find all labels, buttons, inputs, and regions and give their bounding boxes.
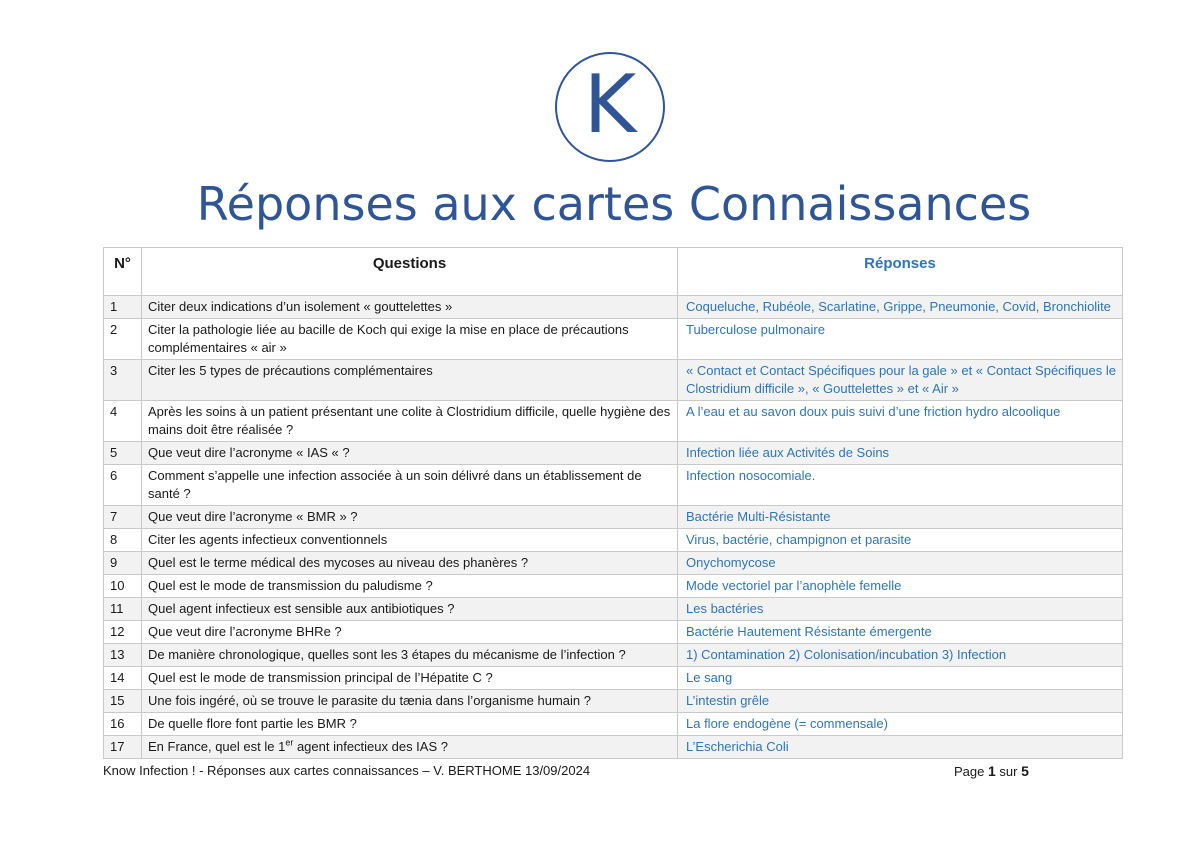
row-answer: L’intestin grêle — [678, 690, 1123, 713]
row-number: 10 — [104, 575, 142, 598]
row-number: 3 — [104, 360, 142, 401]
row-answer: Mode vectoriel par l’anophèle femelle — [678, 575, 1123, 598]
logo-k — [555, 52, 665, 162]
table-row — [104, 667, 1123, 690]
header-answers: Réponses — [678, 248, 1123, 296]
answers-table — [103, 247, 1123, 759]
question-text-end: agent infectieux des IAS ? — [293, 739, 448, 754]
row-question — [142, 736, 678, 759]
table-row — [104, 296, 1123, 319]
table-row — [104, 552, 1123, 575]
row-question: Quel est le mode de transmission du paludisme ? — [142, 575, 678, 598]
page-separator: sur — [999, 764, 1018, 779]
row-question: Quel agent infectieux est sensible aux antibiotiques ? — [142, 598, 678, 621]
row-number: 13 — [104, 644, 142, 667]
table-row — [104, 713, 1123, 736]
table-row — [104, 319, 1123, 360]
ordinal-superscript: er — [285, 737, 294, 748]
row-answer: La flore endogène (= commensale) — [678, 713, 1123, 736]
row-number: 11 — [104, 598, 142, 621]
row-answer: « Contact et Contact Spécifiques pour la gale » et « Contact Spécifiques le Clostridium difficile », « Gouttelettes » et « Air » — [678, 360, 1123, 401]
row-answer: Onychomycose — [678, 552, 1123, 575]
row-question: Citer les agents infectieux conventionnels — [142, 529, 678, 552]
row-question: Comment s’appelle une infection associée à un soin délivré dans un établissement de santé ? — [142, 465, 678, 506]
row-number: 6 — [104, 465, 142, 506]
row-question: Que veut dire l’acronyme « BMR » ? — [142, 506, 678, 529]
header-number: N° — [104, 248, 142, 296]
row-answer: A l’eau et au savon doux puis suivi d’une friction hydro alcoolique — [678, 401, 1123, 442]
page-total: 5 — [1021, 763, 1029, 779]
row-question: Quel est le terme médical des mycoses au niveau des phanères ? — [142, 552, 678, 575]
table-row — [104, 529, 1123, 552]
row-question: Citer les 5 types de précautions complémentaires — [142, 360, 678, 401]
row-question: Citer la pathologie liée au bacille de Koch qui exige la mise en place de précautions complémentaires « air » — [142, 319, 678, 360]
page-word: Page — [954, 764, 985, 779]
table-row — [104, 644, 1123, 667]
page-title: Réponses aux cartes Connaissances — [196, 177, 1032, 231]
row-number: 12 — [104, 621, 142, 644]
table-row — [104, 736, 1123, 759]
row-question: De manière chronologique, quelles sont les 3 étapes du mécanisme de l’infection ? — [142, 644, 678, 667]
row-question: Une fois ingéré, où se trouve le parasite du tænia dans l’organisme humain ? — [142, 690, 678, 713]
table-row — [104, 690, 1123, 713]
row-answer: Bactérie Multi-Résistante — [678, 506, 1123, 529]
row-question: Que veut dire l’acronyme « IAS « ? — [142, 442, 678, 465]
footer-page-number — [954, 763, 1029, 779]
row-number: 15 — [104, 690, 142, 713]
row-answer: Infection liée aux Activités de Soins — [678, 442, 1123, 465]
row-number: 1 — [104, 296, 142, 319]
table-row — [104, 598, 1123, 621]
row-number: 5 — [104, 442, 142, 465]
row-answer: 1) Contamination 2) Colonisation/incubation 3) Infection — [678, 644, 1123, 667]
logo-letter: K — [583, 58, 637, 151]
row-answer: Le sang — [678, 667, 1123, 690]
row-question: Après les soins à un patient présentant une colite à Clostridium difficile, quelle hygiène des mains doit être réalisée ? — [142, 401, 678, 442]
row-answer: Coqueluche, Rubéole, Scarlatine, Grippe, Pneumonie, Covid, Bronchiolite — [678, 296, 1123, 319]
row-number: 4 — [104, 401, 142, 442]
table-row — [104, 575, 1123, 598]
row-question: Que veut dire l’acronyme BHRe ? — [142, 621, 678, 644]
row-number: 16 — [104, 713, 142, 736]
table-header-row — [104, 248, 1123, 296]
question-text-start: En France, quel est le 1 — [148, 739, 286, 754]
row-answer: Bactérie Hautement Résistante émergente — [678, 621, 1123, 644]
row-number: 17 — [104, 736, 142, 759]
table-row — [104, 360, 1123, 401]
row-answer: Tuberculose pulmonaire — [678, 319, 1123, 360]
row-number: 9 — [104, 552, 142, 575]
page-current: 1 — [988, 763, 996, 779]
table-row — [104, 401, 1123, 442]
row-answer: Les bactéries — [678, 598, 1123, 621]
row-answer: Virus, bactérie, champignon et parasite — [678, 529, 1123, 552]
header-questions: Questions — [142, 248, 678, 296]
table-row — [104, 506, 1123, 529]
row-number: 14 — [104, 667, 142, 690]
row-question: Quel est le mode de transmission principal de l’Hépatite C ? — [142, 667, 678, 690]
table-row — [104, 465, 1123, 506]
row-question: De quelle flore font partie les BMR ? — [142, 713, 678, 736]
row-answer: L’Escherichia Coli — [678, 736, 1123, 759]
row-question: Citer deux indications d’un isolement « gouttelettes » — [142, 296, 678, 319]
footer-document-info: Know Infection ! - Réponses aux cartes connaissances – V. BERTHOME 13/09/2024 — [103, 763, 591, 778]
row-number: 2 — [104, 319, 142, 360]
table-row — [104, 442, 1123, 465]
row-number: 8 — [104, 529, 142, 552]
row-number: 7 — [104, 506, 142, 529]
table-row — [104, 621, 1123, 644]
row-answer: Infection nosocomiale. — [678, 465, 1123, 506]
